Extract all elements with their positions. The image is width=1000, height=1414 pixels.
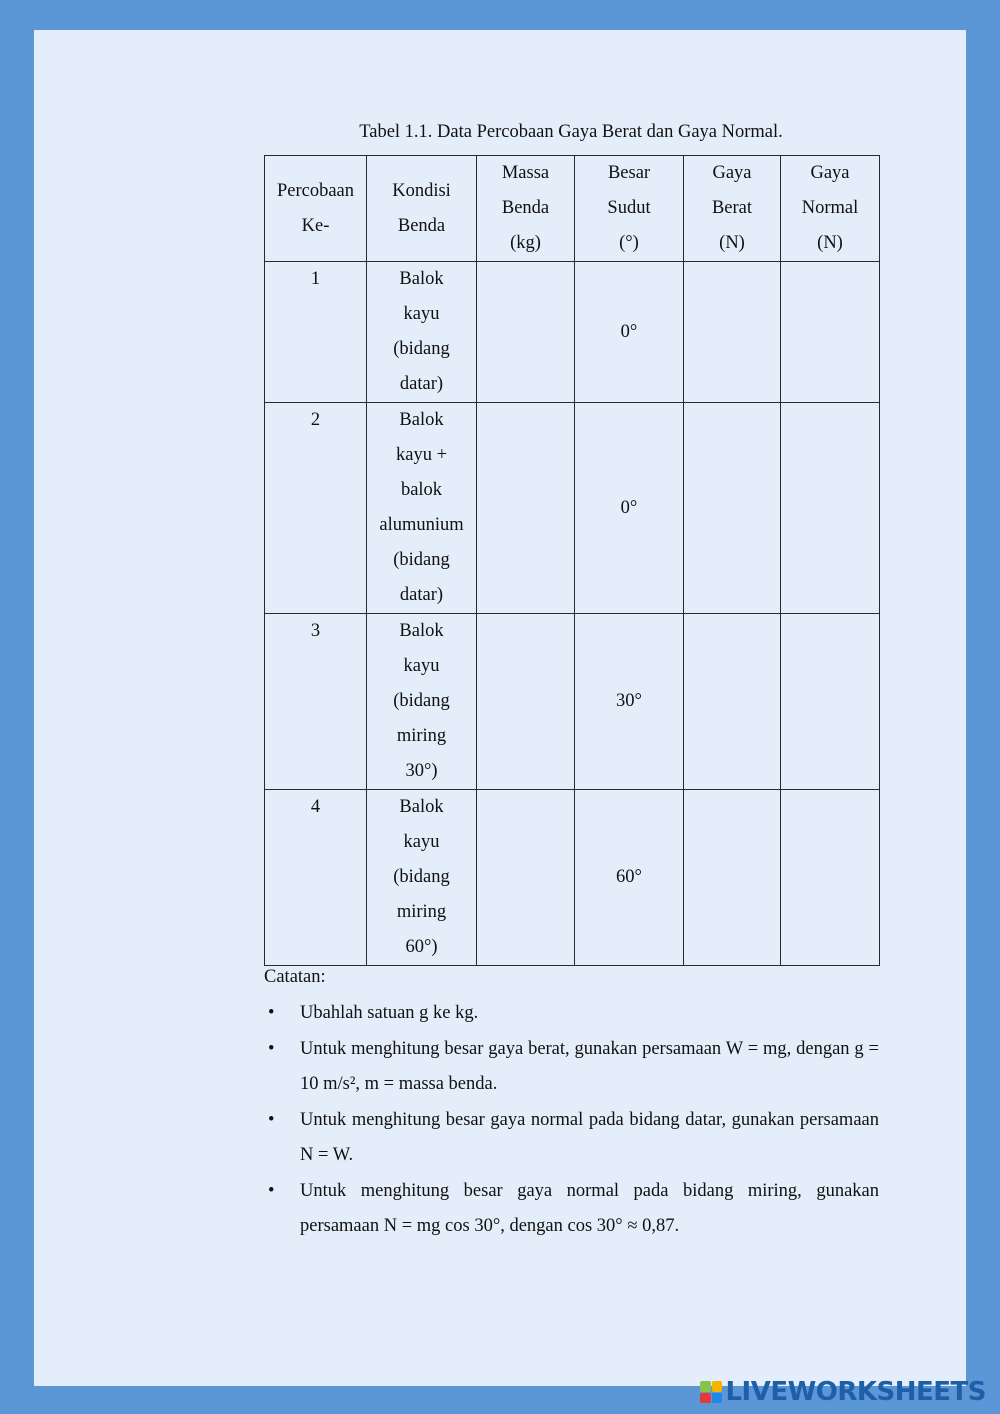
header-massa: Massa Benda (kg) xyxy=(477,156,575,262)
header-normal: Gaya Normal (N) xyxy=(781,156,880,262)
cell-no: 4 xyxy=(265,790,367,966)
bullet-icon: • xyxy=(268,1039,275,1059)
cell-normal-input[interactable] xyxy=(781,790,880,966)
logo-square-green-icon xyxy=(700,1381,711,1392)
table-row xyxy=(265,790,880,966)
cell-no: 3 xyxy=(265,614,367,790)
bullet-icon: • xyxy=(268,1110,275,1130)
table-row xyxy=(265,262,880,403)
table-caption: Tabel 1.1. Data Percobaan Gaya Berat dan Gaya Normal. xyxy=(359,122,783,142)
table-header-row xyxy=(265,156,880,262)
cell-no: 1 xyxy=(265,262,367,403)
cell-no: 2 xyxy=(265,403,367,614)
bullet-icon: • xyxy=(268,1003,275,1023)
cell-sudut: 60° xyxy=(575,790,684,966)
cell-kondisi: Balok kayu (bidang datar) xyxy=(367,262,477,403)
cell-massa-input[interactable] xyxy=(477,790,575,966)
cell-massa-input[interactable] xyxy=(477,614,575,790)
header-sudut: Besar Sudut (°) xyxy=(575,156,684,262)
table-row xyxy=(265,614,880,790)
cell-berat-input[interactable] xyxy=(684,262,781,403)
worksheet-page xyxy=(34,30,966,1386)
cell-kondisi: Balok kayu (bidang miring 60°) xyxy=(367,790,477,966)
cell-sudut: 0° xyxy=(575,262,684,403)
bullet-icon: • xyxy=(268,1181,275,1201)
cell-normal-input[interactable] xyxy=(781,403,880,614)
cell-massa-input[interactable] xyxy=(477,403,575,614)
cell-normal-input[interactable] xyxy=(781,262,880,403)
list-item: • Ubahlah satuan g ke kg. xyxy=(264,996,879,1031)
cell-berat-input[interactable] xyxy=(684,614,781,790)
cell-sudut: 30° xyxy=(575,614,684,790)
cell-kondisi: Balok kayu + balok alumunium (bidang datar) xyxy=(367,403,477,614)
logo-text: LIVEWORKSHEETS xyxy=(725,1377,986,1407)
cell-berat-input[interactable] xyxy=(684,403,781,614)
table-row xyxy=(265,403,880,614)
liveworksheets-logo-icon xyxy=(700,1381,722,1403)
notes-section xyxy=(264,960,879,1244)
cell-normal-input[interactable] xyxy=(781,614,880,790)
experiment-table xyxy=(264,155,880,966)
cell-sudut: 0° xyxy=(575,403,684,614)
logo-square-red-icon xyxy=(700,1393,711,1404)
list-item: • Untuk menghitung besar gaya normal pada bidang datar, gunakan persamaan N = W. xyxy=(264,1103,879,1173)
cell-massa-input[interactable] xyxy=(477,262,575,403)
header-kondisi: Kondisi Benda xyxy=(367,156,477,262)
cell-kondisi: Balok kayu (bidang miring 30°) xyxy=(367,614,477,790)
header-berat: Gaya Berat (N) xyxy=(684,156,781,262)
header-percobaan: Percobaan Ke- xyxy=(265,156,367,262)
notes-title: Catatan: xyxy=(264,967,326,987)
list-item: • Untuk menghitung besar gaya normal pada bidang miring, gunakan persamaan N = mg cos 30°, dengan cos 30° ≈ 0,87. xyxy=(264,1174,879,1244)
list-item: • Untuk menghitung besar gaya berat, gunakan persamaan W = mg, dengan g = 10 m/s², m = massa benda. xyxy=(264,1032,879,1102)
logo-square-blue-icon xyxy=(712,1393,723,1404)
logo-square-yellow-icon xyxy=(712,1381,723,1392)
notes-list xyxy=(264,996,879,1244)
liveworksheets-logo[interactable] xyxy=(700,1379,986,1405)
cell-berat-input[interactable] xyxy=(684,790,781,966)
